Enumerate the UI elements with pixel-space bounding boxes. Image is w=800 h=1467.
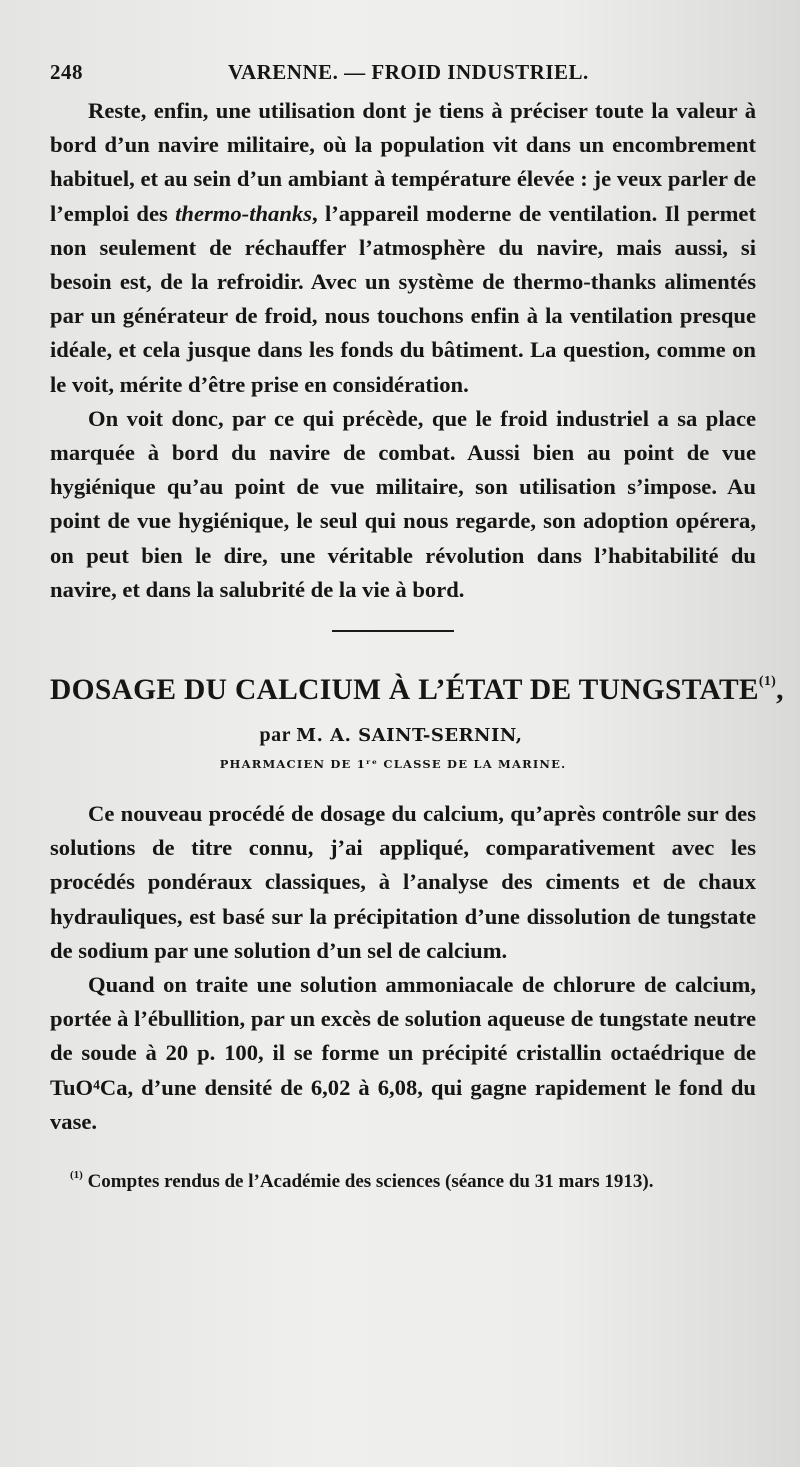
running-head — [50, 58, 756, 94]
paragraph-text: Reste, enfin, une utilisation dont je tiens à préciser toute la valeur à bord d’un navire militaire, où la population vit dans un encombrement habituel, et au sein d’un ambiant à température élevée : je veux parler de l’emploi des — [50, 98, 756, 226]
article-body — [50, 797, 756, 1139]
paragraph-thermo-thanks — [50, 94, 756, 402]
article-title — [50, 674, 784, 707]
article-title-punctuation: , — [776, 674, 784, 707]
footnote-text: Comptes rendus de l’Académie des sciences (séance du 31 mars 1913). — [87, 1171, 654, 1193]
author-affiliation: PHARMACIEN DE 1ʳᵉ CLASSE DE LA MARINE. — [219, 757, 567, 772]
paragraph-text: , l’appareil moderne de ventilation. Il permet non seulement de réchauffer l’atmosphère du navire, mais aussi, si besoin est, de la refroidir. Avec un système de thermo-thanks alimentés par un générateur de froid, nous touchons enfin à la ventilation presque idéale, et cela jusque dans les fonds du bâtiment. La question, comme on le voit, mérite d’être prise en considération. — [50, 200, 756, 397]
author-name: M. A. SAINT-SERNIN, — [296, 725, 523, 747]
paragraph-conclusion: On voit donc, par ce qui précède, que le froid industriel a sa place marquée à bord du navire de combat. Aussi bien au point de vue hygiénique qu’au point de vue militaire, son utilisation s’impose. Au point de vue hygiénique, le seul qui nous regarde, son adoption opérera, on peut bien le dire, une véritable révolution dans l’habitabilité du navire, et dans la salubrité de la vie à bord. — [50, 405, 756, 602]
author-prefix: par — [259, 724, 297, 747]
page-number: 248 — [50, 60, 83, 84]
paragraph-reaction: Quand on traite une solution ammoniacale de chlorure de calcium, portée à l’ébullition, par un excès de solution aqueuse de tungstate neutre de soude à 20 p. 100, il se forme un précipité cristallin octaédrique de TuO⁴Ca, d’une densité de 6,02 à 6,08, qui gagne rapidement le fond du vase. — [50, 972, 756, 1134]
footnote — [50, 1169, 756, 1193]
author-line — [38, 724, 744, 747]
footnote-reference: (1) — [758, 674, 777, 690]
footnote-marker: (1) — [70, 1169, 83, 1182]
running-title: VARENNE. — FROID INDUSTRIEL. — [228, 60, 589, 84]
paragraph-method: Ce nouveau procédé de dosage du calcium, qu’après contrôle sur des solutions de titre connu, j’ai appliqué, comparativement avec les procédés pondéraux classiques, à l’analyse des ciments et de chaux hydrauliques, est basé sur la précipitation d’une dissolution de tungstate de sodium par une solution d’un sel de calcium. — [50, 801, 756, 963]
section-ventilation-text — [50, 94, 756, 607]
section-divider — [332, 630, 454, 632]
article-title-text: DOSAGE DU CALCIUM À L’ÉTAT DE TUNGSTATE — [50, 674, 759, 707]
italic-term: thermo-thanks — [175, 200, 312, 226]
